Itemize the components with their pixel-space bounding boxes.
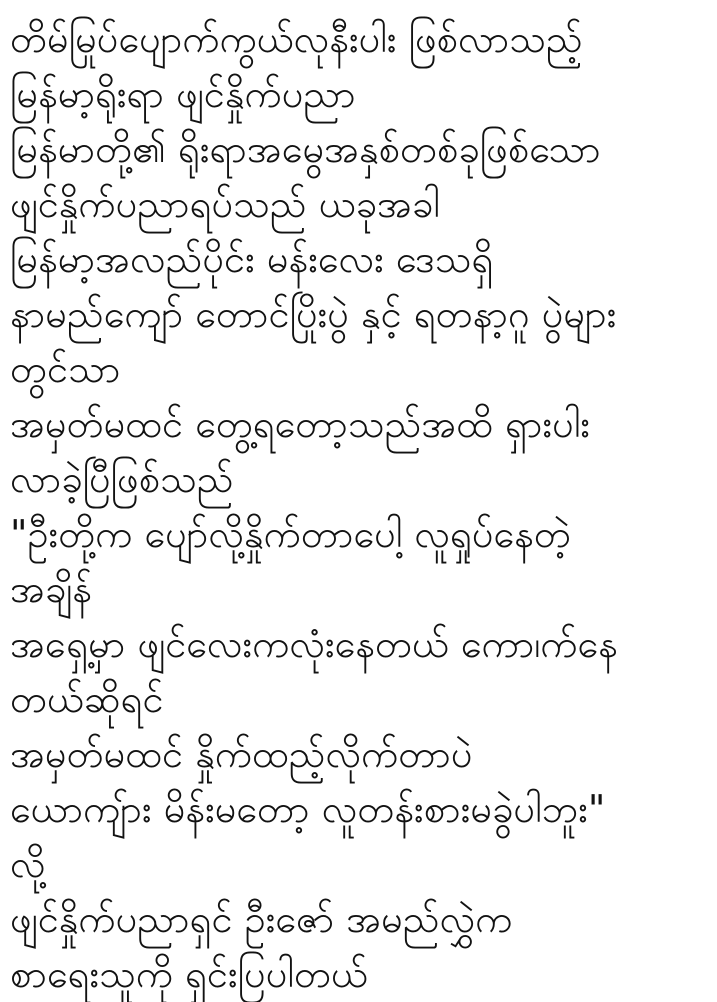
text-line: တိမ်မြုပ်ပျောက်ကွယ်လုနီးပါး ဖြစ်လာသည့်	[10, 17, 583, 61]
text-line: မြန်မာတို့၏ ရိုးရာအမွေအနှစ်တစ်ခုဖြစ်သော	[10, 127, 601, 171]
text-line: လာခဲ့ပြီဖြစ်သည်	[10, 457, 234, 501]
text-line: နာမည်ကျော် တောင်ပြိုးပွဲ နှင့် ရတနာ့ဂူ ပွဲများ	[10, 292, 617, 336]
text-line: မြန်မာ့ရိုးရာ ဖျင်နှိုက်ပညာ	[10, 72, 356, 116]
text-line: လို့	[10, 842, 46, 886]
text-line: ဖျင်နှိုက်ပညာရပ်သည် ယခုအခါ	[10, 182, 440, 226]
text-line: မြန်မာ့အလည်ပိုင်း မန်းလေး ဒေသရှိ	[10, 237, 494, 281]
text-line: တယ်ဆိုရင်	[10, 677, 164, 721]
text-line: အရှေ့မှာ ဖျင်လေးကလုံးနေတယ် ကော၊က်နေ	[10, 622, 618, 666]
text-line: အမှတ်မထင် တွေ့ရတော့သည်အထိ ရှားပါး	[10, 402, 591, 446]
text-line: တွင်သာ	[10, 347, 121, 391]
text-line: ယောကျ်ား မိန်းမတော့ လူတန်းစားမခွဲပါဘူး"	[10, 787, 606, 831]
text-line: ဖျင်နှိုက်ပညာရှင် ဦးဇော် အမည်လွှဲက	[10, 897, 513, 941]
text-line: အမှတ်မထင် နှိုက်ထည့်လိုက်တာပဲ	[10, 732, 473, 776]
text-line: အချိန်	[10, 567, 92, 611]
text-line: "ဦးတို့က ပျော်လို့နှိုက်တာပေါ့ လူရှုပ်နေတဲ့	[10, 512, 571, 556]
text-line: စာရေးသူကို ရှင်းပြပါတယ်	[10, 952, 368, 996]
